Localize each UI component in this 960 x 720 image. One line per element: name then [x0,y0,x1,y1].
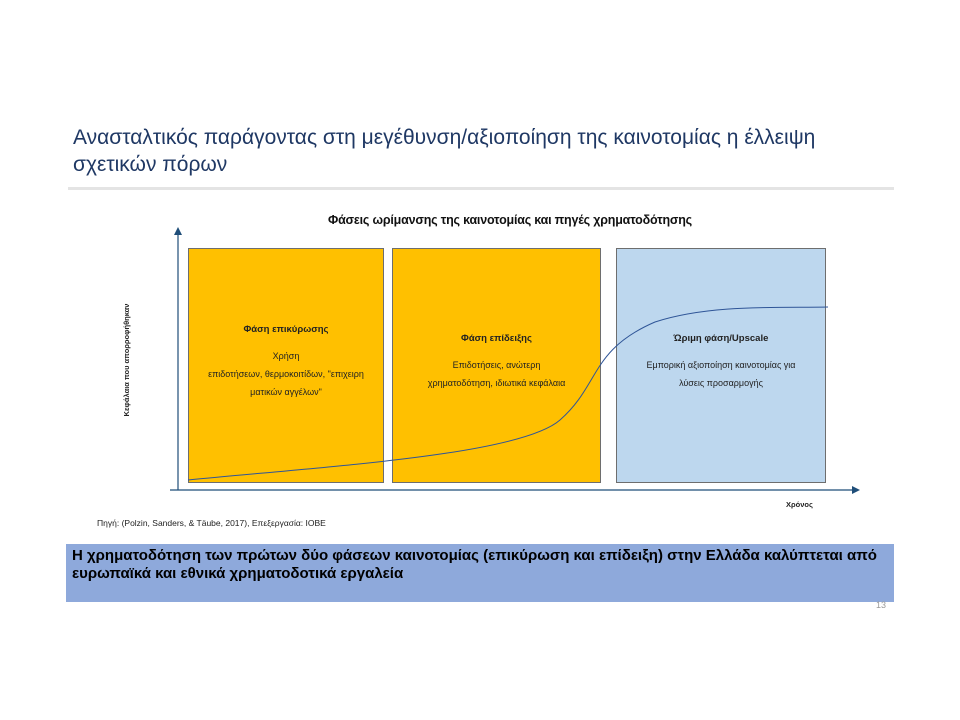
conclusion-text: Η χρηματοδότηση των πρώτων δύο φάσεων καινοτομίας (επικύρωση και επίδειξη) στην Ελλάδα καλύπτεται από ευρωπαϊκά και εθνικά χρηματοδοτικά εργαλεία [72,547,877,582]
x-axis-label: Χρόνος [786,500,813,509]
diagram-title: Φάσεις ωρίμανσης της καινοτομίας και πηγές χρηματοδότησης [328,213,692,227]
phase-description-line: Εμπορική αξιοποίηση καινοτομίας για [646,360,796,370]
source-note: Πηγή: (Polzin, Sanders, & Täube, 2017), Επεξεργασία: ΙΟΒΕ [97,518,326,528]
phase-description-line: Επιδοτήσεις, ανώτερη [452,360,541,370]
phase-description-line: λύσεις προσαρμογής [679,378,763,388]
phase-name: Φάση επίδειξης [461,333,532,344]
page-number: 13 [876,600,887,610]
phase-description-line: Χρήση [272,351,300,361]
phase-description-line: χρηματοδότηση, ιδιωτικά κεφάλαια [427,378,566,388]
slide-title: Ανασταλτικός παράγοντας στη μεγέθυνση/αξιοποίηση της καινοτομίας η έλλειψη σχετικών πόρων [73,126,816,176]
phase-description-line: ματικών αγγέλων" [250,387,322,397]
phase-name: Φάση επικύρωσης [243,324,329,335]
growth-curve [188,307,828,480]
y-axis-label: Κεφάλαια που απορροφήθηκαν [122,303,131,417]
phase-description-line: επιδοτήσεων, θερμοκοιτίδων, "επιχειρη [208,369,364,379]
conclusion-banner [66,544,894,602]
phase-name: Ώριμη φάση/Upscale [673,333,769,344]
